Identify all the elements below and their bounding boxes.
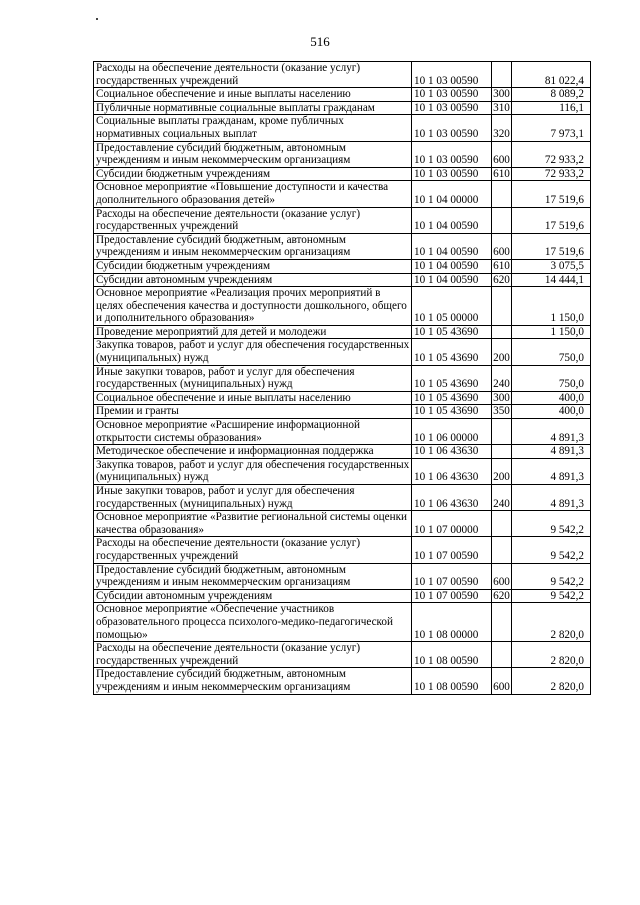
row-amount: 4 891,3 bbox=[512, 485, 591, 511]
row-name: Социальные выплаты гражданам, кроме публичных нормативных социальных выплат bbox=[94, 115, 412, 141]
table-row bbox=[94, 589, 591, 603]
row-expense-type bbox=[492, 445, 512, 459]
row-amount: 2 820,0 bbox=[512, 668, 591, 694]
table-row bbox=[94, 339, 591, 365]
row-expense-type: 610 bbox=[493, 259, 510, 272]
row-amount: 400,0 bbox=[512, 391, 591, 405]
table-row bbox=[94, 207, 591, 233]
row-name: Субсидии автономным учреждениям bbox=[94, 589, 412, 603]
row-name: Иные закупки товаров, работ и услуг для обеспечения государственных (муниципальных) нужд bbox=[94, 485, 412, 511]
row-expense-type bbox=[492, 207, 512, 233]
table-row bbox=[94, 537, 591, 563]
row-amount: 9 542,2 bbox=[512, 589, 591, 603]
row-code: 10 1 07 00590 bbox=[412, 563, 492, 589]
row-expense-type bbox=[492, 181, 512, 207]
row-expense-type bbox=[492, 642, 512, 668]
row-amount: 3 075,5 bbox=[512, 259, 591, 273]
row-amount: 1 150,0 bbox=[512, 287, 591, 326]
table-row bbox=[94, 603, 591, 642]
table-row bbox=[94, 419, 591, 445]
row-code: 10 1 04 00590 bbox=[412, 207, 492, 233]
row-expense-type bbox=[492, 287, 512, 326]
row-amount: 14 444,1 bbox=[512, 273, 591, 287]
row-amount: 72 933,2 bbox=[512, 167, 591, 181]
table-row bbox=[94, 259, 591, 273]
row-amount: 7 973,1 bbox=[512, 115, 591, 141]
table-row bbox=[94, 273, 591, 287]
row-code: 10 1 07 00590 bbox=[412, 589, 492, 603]
row-name: Основное мероприятие «Обеспечение участников образовательного процесса психолого-медико-педагогической помощью» bbox=[94, 603, 412, 642]
row-name: Основное мероприятие «Расширение информационной открытости системы образования» bbox=[94, 419, 412, 445]
row-name: Субсидии автономным учреждениям bbox=[94, 273, 412, 287]
row-code: 10 1 07 00590 bbox=[412, 537, 492, 563]
row-name: Закупка товаров, работ и услуг для обеспечения государственных (муниципальных) нужд bbox=[94, 458, 412, 484]
row-code: 10 1 03 00590 bbox=[412, 101, 492, 115]
budget-table bbox=[93, 61, 591, 695]
table-row bbox=[94, 325, 591, 339]
row-code: 10 1 04 00000 bbox=[412, 181, 492, 207]
row-expense-type: 600 bbox=[492, 563, 512, 589]
row-name: Предоставление субсидий бюджетным, автономным учреждениям и иным некоммерческим организациям bbox=[94, 141, 412, 167]
row-expense-type: 240 bbox=[492, 365, 512, 391]
row-amount: 750,0 bbox=[512, 365, 591, 391]
row-expense-type bbox=[492, 603, 512, 642]
row-name: Закупка товаров, работ и услуг для обеспечения государственных (муниципальных) нужд bbox=[94, 339, 412, 365]
row-amount: 17 519,6 bbox=[512, 207, 591, 233]
table-row bbox=[94, 405, 591, 419]
row-amount: 4 891,3 bbox=[512, 458, 591, 484]
table-row bbox=[94, 642, 591, 668]
row-expense-type: 600 bbox=[492, 233, 512, 259]
row-name: Предоставление субсидий бюджетным, автономным учреждениям и иным некоммерческим организациям bbox=[94, 233, 412, 259]
table-row bbox=[94, 445, 591, 459]
row-name: Премии и гранты bbox=[94, 405, 412, 419]
table-row bbox=[94, 458, 591, 484]
row-name: Социальное обеспечение и иные выплаты населению bbox=[94, 391, 412, 405]
row-amount: 17 519,6 bbox=[512, 181, 591, 207]
row-name: Предоставление субсидий бюджетным, автономным учреждениям и иным некоммерческим организациям bbox=[94, 668, 412, 694]
page-number: 516 bbox=[310, 34, 330, 49]
row-expense-type bbox=[492, 325, 512, 339]
row-expense-type: 200 bbox=[492, 339, 512, 365]
row-amount: 2 820,0 bbox=[512, 603, 591, 642]
row-code: 10 1 03 00590 bbox=[412, 62, 492, 88]
table-row bbox=[94, 485, 591, 511]
table-row bbox=[94, 167, 591, 181]
row-amount: 116,1 bbox=[512, 101, 591, 115]
table-row bbox=[94, 287, 591, 326]
row-code: 10 1 03 00590 bbox=[412, 88, 492, 102]
row-code: 10 1 03 00590 bbox=[412, 141, 492, 167]
row-amount: 8 089,2 bbox=[512, 88, 591, 102]
row-code: 10 1 03 00590 bbox=[412, 115, 492, 141]
row-code: 10 1 07 00000 bbox=[412, 511, 492, 537]
row-code: 10 1 04 00590 bbox=[412, 259, 492, 273]
row-name: Предоставление субсидий бюджетным, автономным учреждениям и иным некоммерческим организациям bbox=[94, 563, 412, 589]
row-amount: 72 933,2 bbox=[512, 141, 591, 167]
row-name: Социальное обеспечение и иные выплаты населению bbox=[94, 88, 412, 102]
table-row bbox=[94, 141, 591, 167]
row-expense-type: 620 bbox=[493, 589, 510, 602]
row-name: Расходы на обеспечение деятельности (оказание услуг) государственных учреждений bbox=[94, 62, 412, 88]
row-code: 10 1 04 00590 bbox=[412, 273, 492, 287]
row-expense-type: 350 bbox=[493, 405, 510, 418]
row-name: Основное мероприятие «Повышение доступности и качества дополнительного образования детей» bbox=[94, 181, 412, 207]
row-name: Проведение мероприятий для детей и молодежи bbox=[94, 325, 412, 339]
row-code: 10 1 05 00000 bbox=[412, 287, 492, 326]
row-name: Основное мероприятие «Развитие региональной системы оценки качества образования» bbox=[94, 511, 412, 537]
table-row bbox=[94, 563, 591, 589]
row-expense-type bbox=[492, 62, 512, 88]
row-expense-type: 300 bbox=[493, 391, 510, 404]
row-amount: 400,0 bbox=[512, 405, 591, 419]
row-code: 10 1 05 43690 bbox=[412, 325, 492, 339]
row-name: Расходы на обеспечение деятельности (оказание услуг) государственных учреждений bbox=[94, 207, 412, 233]
row-amount: 4 891,3 bbox=[512, 419, 591, 445]
row-expense-type: 620 bbox=[493, 273, 510, 286]
table-row bbox=[94, 115, 591, 141]
row-code: 10 1 06 43630 bbox=[412, 485, 492, 511]
table-row bbox=[94, 511, 591, 537]
row-code: 10 1 04 00590 bbox=[412, 233, 492, 259]
row-code: 10 1 03 00590 bbox=[412, 167, 492, 181]
row-code: 10 1 05 43690 bbox=[412, 365, 492, 391]
row-expense-type: 600 bbox=[492, 668, 512, 694]
table-row bbox=[94, 181, 591, 207]
budget-table-body bbox=[94, 62, 591, 695]
table-row bbox=[94, 62, 591, 88]
table-row bbox=[94, 365, 591, 391]
table-row bbox=[94, 88, 591, 102]
row-amount: 2 820,0 bbox=[512, 642, 591, 668]
row-expense-type: 240 bbox=[492, 485, 512, 511]
row-expense-type bbox=[492, 511, 512, 537]
scan-speck bbox=[96, 18, 98, 20]
row-expense-type bbox=[492, 537, 512, 563]
row-amount: 9 542,2 bbox=[512, 511, 591, 537]
row-name: Публичные нормативные социальные выплаты гражданам bbox=[94, 101, 412, 115]
table-row bbox=[94, 101, 591, 115]
row-code: 10 1 06 43630 bbox=[412, 445, 492, 459]
row-amount: 81 022,4 bbox=[512, 62, 591, 88]
row-amount: 17 519,6 bbox=[512, 233, 591, 259]
row-code: 10 1 05 43690 bbox=[412, 405, 492, 419]
row-expense-type bbox=[492, 419, 512, 445]
row-expense-type: 320 bbox=[492, 115, 512, 141]
row-name: Основное мероприятие «Реализация прочих мероприятий в целях обеспечения качества и доступности дошкольного, общего и дополнительного образования» bbox=[94, 287, 412, 326]
table-row bbox=[94, 391, 591, 405]
row-amount: 1 150,0 bbox=[512, 325, 591, 339]
row-amount: 750,0 bbox=[512, 339, 591, 365]
row-name: Методическое обеспечение и информационная поддержка bbox=[94, 445, 412, 459]
row-name: Субсидии бюджетным учреждениям bbox=[94, 259, 412, 273]
row-expense-type: 310 bbox=[493, 101, 510, 114]
row-code: 10 1 08 00590 bbox=[412, 642, 492, 668]
row-code: 10 1 05 43690 bbox=[412, 339, 492, 365]
row-code: 10 1 08 00000 bbox=[412, 603, 492, 642]
row-expense-type: 200 bbox=[492, 458, 512, 484]
row-expense-type: 610 bbox=[493, 167, 510, 180]
row-code: 10 1 06 43630 bbox=[412, 458, 492, 484]
row-amount: 9 542,2 bbox=[512, 563, 591, 589]
row-amount: 4 891,3 bbox=[512, 445, 591, 459]
table-row bbox=[94, 233, 591, 259]
row-code: 10 1 08 00590 bbox=[412, 668, 492, 694]
row-name: Расходы на обеспечение деятельности (оказание услуг) государственных учреждений bbox=[94, 642, 412, 668]
row-code: 10 1 06 00000 bbox=[412, 419, 492, 445]
row-code: 10 1 05 43690 bbox=[412, 391, 492, 405]
row-expense-type: 600 bbox=[492, 141, 512, 167]
row-name: Расходы на обеспечение деятельности (оказание услуг) государственных учреждений bbox=[94, 537, 412, 563]
row-name: Иные закупки товаров, работ и услуг для обеспечения государственных (муниципальных) нужд bbox=[94, 365, 412, 391]
row-amount: 9 542,2 bbox=[512, 537, 591, 563]
row-expense-type: 300 bbox=[493, 88, 510, 101]
row-name: Субсидии бюджетным учреждениям bbox=[94, 167, 412, 181]
table-row bbox=[94, 668, 591, 694]
